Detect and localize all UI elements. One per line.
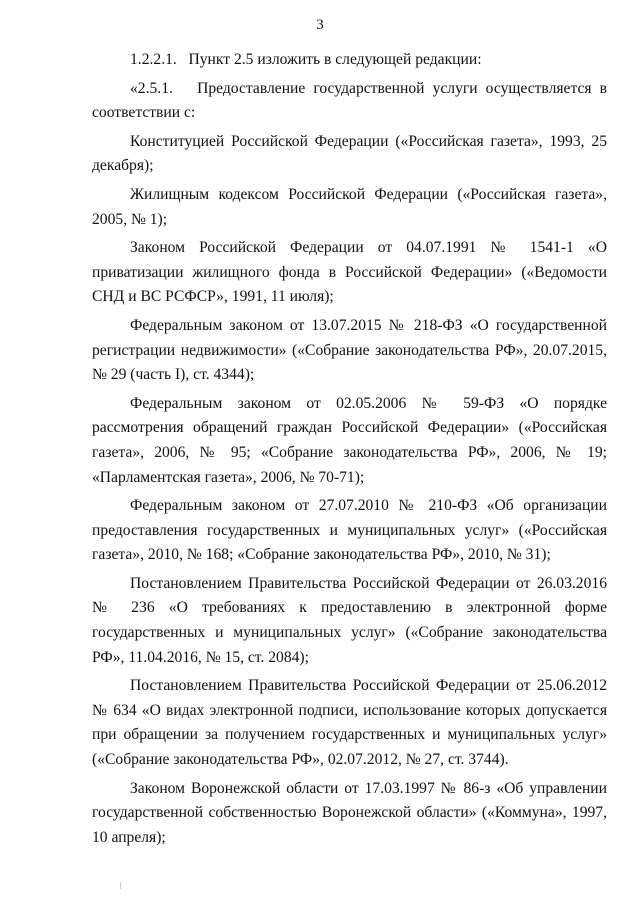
paragraph-resolution-236: Постановлением Правительства Российской Федерации от 26.03.2016 № 236 «О требованиях к предоставлению в электронной форме государственных и муниципальных услуг» («Собрание законодательства РФ», 11.04.2016, № 15, ст. 2084);: [92, 574, 607, 666]
paragraph-housing-code: Жилищным кодексом Российской Федерации («Российская газета», 2005, № 1);: [92, 185, 607, 228]
document-body: [92, 48, 607, 854]
paragraph-law-210-fz: Федеральным законом от 27.07.2010 № 210-ФЗ «Об организации предоставления государственных и муниципальных услуг» («Российская газета», 2010, № 168; «Собрание законодательства РФ», 2010, № 31);: [92, 497, 607, 564]
paragraph-item-1-2-2-1: 1.2.2.1. Пункт 2.5 изложить в следующей редакции:: [130, 51, 482, 68]
paragraph-item-2-5-1: «2.5.1. Предоставление государственной услуги осуществляется в соответствии с:: [92, 79, 607, 122]
paragraph-privatization-law: Законом Российской Федерации от 04.07.1991 № 1541-1 «О приватизации жилищного фонда в Российской Федерации» («Ведомости СНД и ВС РСФСР», 1991, 11 июля);: [92, 239, 607, 306]
paragraph-law-218-fz: Федеральным законом от 13.07.2015 № 218-ФЗ «О государственной регистрации недвижимости» («Собрание законодательства РФ», 20.07.2015, № 29 (часть I), ст. 4344);: [92, 316, 607, 384]
page-number: 3: [316, 17, 324, 33]
paragraph-law-59-fz: Федеральным законом от 02.05.2006 № 59-ФЗ «О порядке рассмотрения обращений граждан Российской Федерации» («Российская газета», 2006, № 95; «Собрание законодательства РФ», 2006, № 19; «Парламентская газета», 2006, № 70-71);: [92, 394, 607, 486]
paragraph-constitution: Конституцией Российской Федерации («Российская газета», 1993, 25 декабря);: [92, 132, 607, 175]
scan-mark: [120, 882, 121, 889]
paragraph-voronezh-law: Законом Воронежской области от 17.03.1997 № 86-з «Об управлении государственной собственностью Воронежской области» («Коммуна», 1997, 10 апреля);: [92, 779, 607, 846]
paragraph-resolution-634: Постановлением Правительства Российской Федерации от 25.06.2012 № 634 «О видах электронной подписи, использование которых допускается при обращении за получением государственных и муниципальных услуг» («Собрание законодательства РФ», 02.07.2012, № 27, ст. 3744).: [92, 677, 607, 769]
